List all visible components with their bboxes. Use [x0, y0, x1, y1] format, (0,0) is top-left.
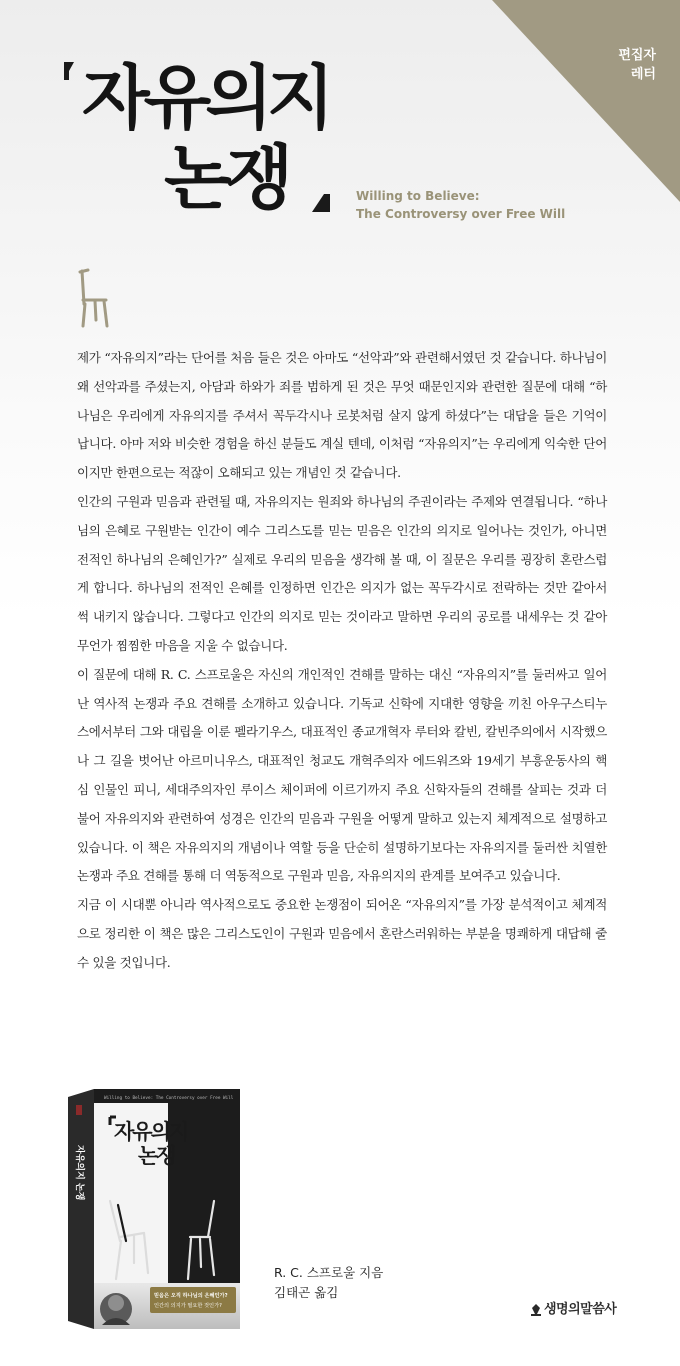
- subtitle-line2: The Controversy over Free Will: [356, 207, 566, 221]
- editor-letter-label: [596, 46, 656, 84]
- editor-letter-corner: [492, 0, 680, 202]
- title-bracket-top-left: [64, 62, 74, 80]
- book-tagline-2: 인간의 의지가 필요한 것인가?: [154, 1303, 222, 1309]
- body-paragraph-2: 인간의 구원과 믿음과 관련될 때, 자유의지는 원죄와 하나님의 주권이라는 주제와 연결됩니다. “하나님의 은혜로 구원받는 인간이 예수 그리스도를 믿는 믿음은 인간의 의지로 일어나는 것인가, 아니면 전적인 하나님의 은혜인가?” 실제로 우리의 믿음을 생각해 볼 때, 이 질문은 우리를 굉장히 혼란스럽게 합니다. 하나님의 전적인 은혜를 인정하면 인간은 의지가 없는 꼭두각시로 전락하는 것만 같아서 썩 내키지 않습니다. 그렇다고 인간의 의지로 믿는 것이라고 말하면 우리의 공로를 내세우는 것 같아 무언가 찜찜한 마음을 지울 수 없습니다.: [77, 493, 607, 653]
- book-spine-title: 자유의지 논쟁: [74, 1145, 84, 1201]
- title-bracket-bottom-right: [312, 194, 324, 212]
- book-credits: [274, 1263, 383, 1303]
- publisher-logo: [530, 1298, 616, 1317]
- chair-icon: [76, 268, 112, 328]
- publisher-logo-icon: [530, 1303, 542, 1317]
- book-cover-image: [64, 1083, 244, 1333]
- book-spine: [68, 1089, 94, 1329]
- book-top-strip: Willing to Believe: The Controversy over Free Will: [104, 1096, 234, 1101]
- book-tagline-1: 믿음은 오직 하나님의 은혜인가?: [154, 1293, 228, 1299]
- publisher-name: 생명의말씀사: [544, 1302, 617, 1317]
- corner-label-line2: 레터: [630, 67, 656, 82]
- page-title: [82, 58, 328, 218]
- letter-body: [77, 344, 607, 978]
- title-line2: 논쟁: [164, 137, 288, 219]
- subtitle-line1: Willing to Believe:: [356, 189, 480, 203]
- author-credit: R. C. 스프로울 지음: [274, 1265, 384, 1280]
- translator-credit: 김태곤 옮김: [274, 1285, 339, 1300]
- corner-label-line1: 편집자: [618, 48, 656, 63]
- book-cover-title-line1: 자유의지: [114, 1120, 188, 1144]
- body-paragraph-1: 제가 “자유의지”라는 단어를 처음 들은 것은 아마도 “선악과”와 관련해서였던 것 같습니다. 하나님이 왜 선악과를 주셨는지, 아담과 하와가 죄를 범하게 된 것은 무엇 때문인지와 관련한 질문에 대해 “하나님은 우리에게 자유의지를 주셔서 꼭두각시나 로봇처럼 살지 않게 하셨다”는 대답을 들은 기억이 납니다. 아마 저와 비슷한 경험을 하신 분들도 계실 텐데, 이처럼 “자유의지”는 우리에게 익숙한 단어이지만 한편으로는 적잖이 오해되고 있는 개념인 것 같습니다.: [77, 350, 607, 481]
- body-paragraph-4: 지금 이 시대뿐 아니라 역사적으로도 중요한 논쟁점이 되어온 “자유의지”를 가장 분석적이고 체계적으로 정리한 이 책은 많은 그리스도인이 구원과 믿음에서 혼란스러워하는 부분을 명쾌하게 대답해 줄 수 있을 것입니다.: [77, 897, 607, 970]
- title-line1: 자유의지: [82, 57, 329, 139]
- body-paragraph-3: 이 질문에 대해 R. C. 스프로울은 자신의 개인적인 견해를 말하는 대신 “자유의지”를 둘러싸고 일어난 역사적 논쟁과 주요 견해를 소개하고 있습니다. 기독교 신학에 지대한 영향을 끼친 아우구스티누스에서부터 그와 대립을 이룬 펠라기우스, 대표적인 종교개혁자 루터와 칼빈, 칼빈주의에서 시작했으나 그 길을 벗어난 아르미니우스, 대표적인 청교도 개혁주의자 에드워즈와 19세기 부흥운동사의 핵심 인물인 피니, 세대주의자인 루이스 체이퍼에 이르기까지 주요 신학자들의 견해를 살피는 것과 더불어 자유의지와 관련하여 성경은 인간의 믿음과 구원을 어떻게 말하고 있는지 체계적으로 설명하고 있습니다. 이 책은 자유의지의 개념이나 역할 등을 단순히 설명하기보다는 자유의지를 둘러싼 치열한 논쟁과 주요 견해를 통해 더 역동적으로 구원과 믿음, 자유의지의 관계를 보여주고 있습니다.: [77, 666, 607, 884]
- book-cover-title-line2: 논쟁: [138, 1144, 175, 1168]
- title-block: [64, 48, 354, 228]
- english-subtitle: [356, 187, 596, 223]
